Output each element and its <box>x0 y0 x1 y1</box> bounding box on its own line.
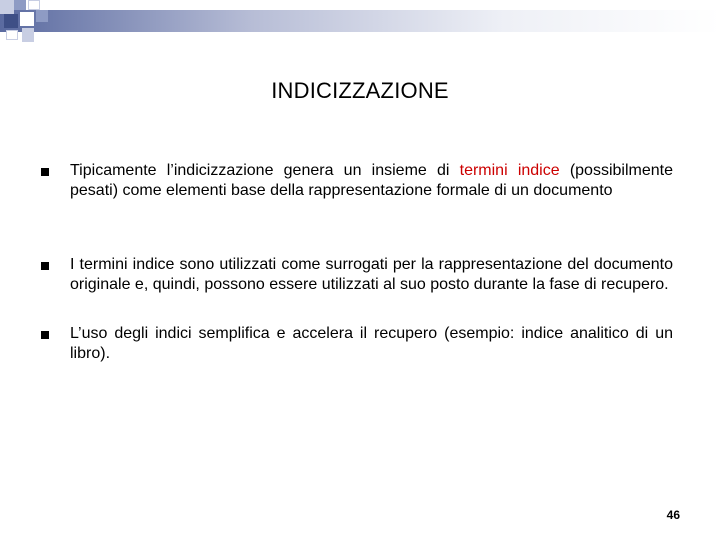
highlight-termini-indice: termini indice <box>459 162 560 179</box>
slide-title: INDICIZZAZIONE <box>271 78 449 103</box>
bullet-text-3: L’uso degli indici semplifica e accelera il recupero (esempio: indice analitico di un libro). <box>70 325 673 362</box>
bullet-marker <box>41 262 49 270</box>
page-number: 46 <box>666 508 680 522</box>
bullet-marker <box>41 168 49 176</box>
bullet-1-after: (possibilmente pesati) come elementi base della rappresentazione formale di un documento <box>70 162 673 199</box>
bullet-text-2: I termini indice sono utilizzati come surrogati per la rappresentazione del documento originale e, quindi, possono essere utilizzati al suo posto durante la fase di recupero. <box>70 256 673 293</box>
bullet-marker <box>41 331 49 339</box>
bullet-text-1 <box>70 161 673 201</box>
bullet-1-before: Tipicamente l’indicizzazione genera un insieme di <box>70 162 460 179</box>
header-gradient-bar <box>0 10 720 32</box>
